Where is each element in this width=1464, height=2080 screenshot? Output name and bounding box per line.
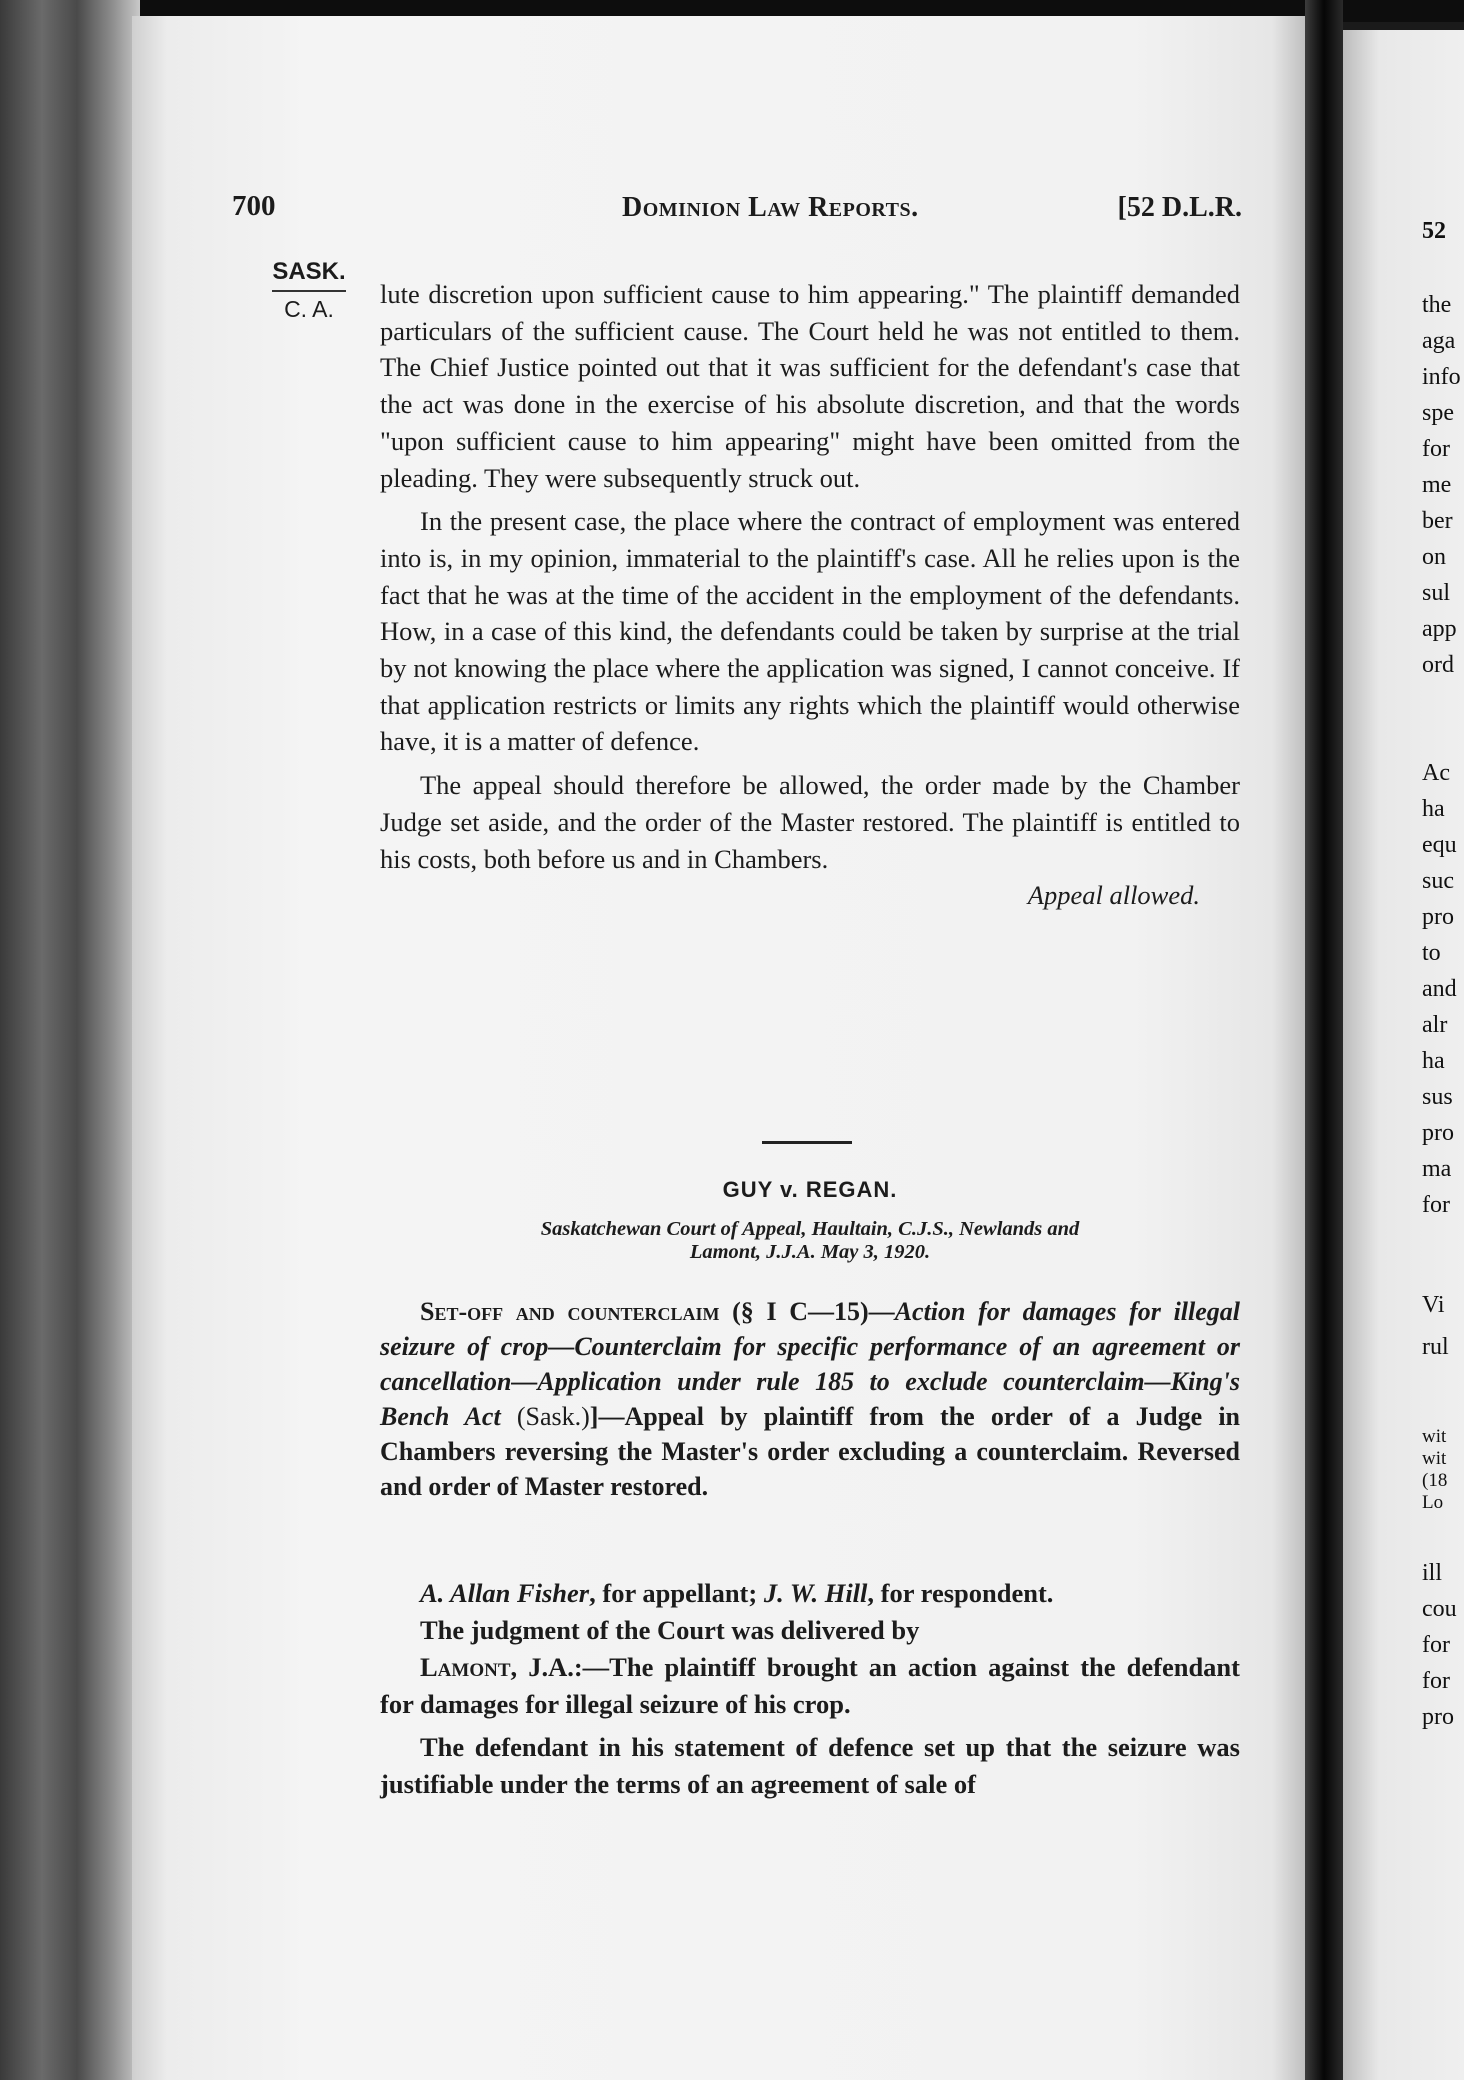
right-page-fragment: alr xyxy=(1422,1012,1448,1038)
right-page-fragment: ord xyxy=(1422,652,1454,678)
right-page-fragment: for xyxy=(1422,1632,1450,1658)
paragraph-1: lute discretion upon sufficient cause to him appearing." The plaintiff demanded particulars of the sufficient cause. The Court held he was not entitled to them. The Chief Justice pointed out that it was sufficient for the defendant's case that the act was done in the exercise of his absolute discretion, and that the words "upon sufficient cause to him appearing" might have been omitted from the pleading. They were subsequently struck out. xyxy=(380,279,1240,493)
paragraph-3: The appeal should therefore be allowed, the order made by the Chamber Judge set aside, and the order of the Master restored. The plaintiff is entitled to his costs, both before us and in Chambers. xyxy=(380,770,1240,874)
right-page-fragment: to xyxy=(1422,940,1441,966)
appellant-role: , for appellant; xyxy=(589,1578,764,1608)
judgment-p1-text: :—The plaintiff brought an action against the defendant for damages for illegal seizure of his crop. xyxy=(380,1652,1240,1719)
right-page-fragment: info xyxy=(1422,364,1461,390)
paragraph-2: In the present case, the place where the contract of employment was entered into is, in my opinion, immaterial to the plaintiff's case. All he relies upon is the fact that he was at the time of the accident in the employment of the defendants. How, in a case of this kind, the defendants could be taken by surprise at the trial by not knowing the place where the application was signed, I cannot conceive. If that application restricts or limits any rights which the plaintiff would otherwise have, it is a matter of defence. xyxy=(380,506,1240,757)
right-page-fragment: wit xyxy=(1422,1426,1447,1447)
volume-reference: [52 D.L.R. xyxy=(1117,192,1242,223)
right-page-fragment: for xyxy=(1422,1668,1450,1694)
judgment-paragraph-2: The defendant in his statement of defence set up that the seizure was justifiable under the terms of an agreement of sale of xyxy=(380,1732,1240,1799)
right-page-fragment: spe xyxy=(1422,400,1454,426)
right-page-fragment: Ac xyxy=(1422,760,1450,786)
judgment-intro: The judgment of the Court was delivered by xyxy=(420,1615,920,1645)
right-page-fragment: cou xyxy=(1422,1596,1457,1622)
right-page-fragment: ber xyxy=(1422,508,1453,534)
section-divider xyxy=(762,1141,852,1144)
right-page-fragment: for xyxy=(1422,436,1450,462)
right-page-fragment: the xyxy=(1422,292,1452,318)
right-page-fragment: on xyxy=(1422,544,1446,570)
right-page-fragment: pro xyxy=(1422,1120,1454,1146)
book-gutter xyxy=(1305,0,1343,2080)
judgment-text xyxy=(380,1575,1240,1803)
headnote-keyword: Set-off and counterclaim xyxy=(420,1297,720,1326)
headnote-sask: (Sask.) xyxy=(500,1402,590,1431)
margin-note xyxy=(268,258,350,323)
right-page-fragment: pro xyxy=(1422,1704,1454,1730)
right-page-fragment: Lo xyxy=(1422,1492,1444,1513)
right-page-fragment: aga xyxy=(1422,328,1456,354)
right-page-fragment: sul xyxy=(1422,580,1451,606)
page-number: 700 xyxy=(232,190,276,222)
right-page-fragment: Vi xyxy=(1422,1292,1445,1318)
right-page-fragment: ma xyxy=(1422,1156,1452,1182)
right-page-fragment: equ xyxy=(1422,832,1457,858)
case-title: GUY v. REGAN. xyxy=(722,1177,898,1202)
right-page-header-fragment: 52 xyxy=(1422,218,1446,244)
right-page-fragment: sus xyxy=(1422,1084,1453,1110)
court-line-2: Lamont, J.J.A. May 3, 1920. xyxy=(689,1241,931,1263)
court-line xyxy=(420,1218,1200,1264)
right-page-fragment: and xyxy=(1422,976,1457,1002)
right-page-fragment: ha xyxy=(1422,796,1445,822)
right-page-fragment: for xyxy=(1422,1192,1450,1218)
right-page-fragment: rul xyxy=(1422,1334,1449,1360)
right-page-fragment: ha xyxy=(1422,1048,1445,1074)
book-spine-edge xyxy=(0,0,140,2080)
headnote-rest: ]—Appeal by plaintiff from the order of a Judge in Chambers reversing the Master's order excluding a counterclaim. Reversed and order of Master restored. xyxy=(380,1402,1241,1501)
respondent-role: , for respondent. xyxy=(867,1578,1054,1608)
headnote-section: (§ I C—15)— xyxy=(719,1297,895,1326)
headnote-italic: Action for damages for illegal seizure of crop—Counterclaim for specific performance of an agreement or cancellation—Application under rule 185 to exclude counterclaim—King's Bench Act xyxy=(380,1297,1241,1431)
judgment-paragraph-1 xyxy=(380,1649,1240,1723)
right-page-fragment: wit xyxy=(1422,1448,1447,1469)
right-page-fragment: app xyxy=(1422,616,1457,642)
margin-province: SASK. xyxy=(272,258,345,292)
disposition: Appeal allowed. xyxy=(1027,880,1200,911)
right-page-fragment: suc xyxy=(1422,868,1454,894)
margin-court: C. A. xyxy=(284,296,334,322)
counsel-line xyxy=(380,1575,1240,1612)
right-page-fragment: pro xyxy=(1422,904,1454,930)
headnote xyxy=(380,1294,1240,1504)
respondent-counsel: J. W. Hill xyxy=(763,1578,868,1608)
previous-case-text xyxy=(380,276,1240,914)
running-header xyxy=(232,190,1242,240)
right-page-fragment: me xyxy=(1422,472,1452,498)
judge-name: Lamont, J.A. xyxy=(420,1652,574,1682)
right-page-fragment: ill xyxy=(1422,1560,1443,1586)
court-line-1: Saskatchewan Court of Appeal, Haultain, C.J.S., Newlands and xyxy=(540,1218,1080,1240)
appellant-counsel: A. Allan Fisher xyxy=(420,1578,590,1608)
running-title: Dominion Law Reports. xyxy=(622,192,919,223)
right-page-fragment: (18 xyxy=(1422,1470,1448,1491)
